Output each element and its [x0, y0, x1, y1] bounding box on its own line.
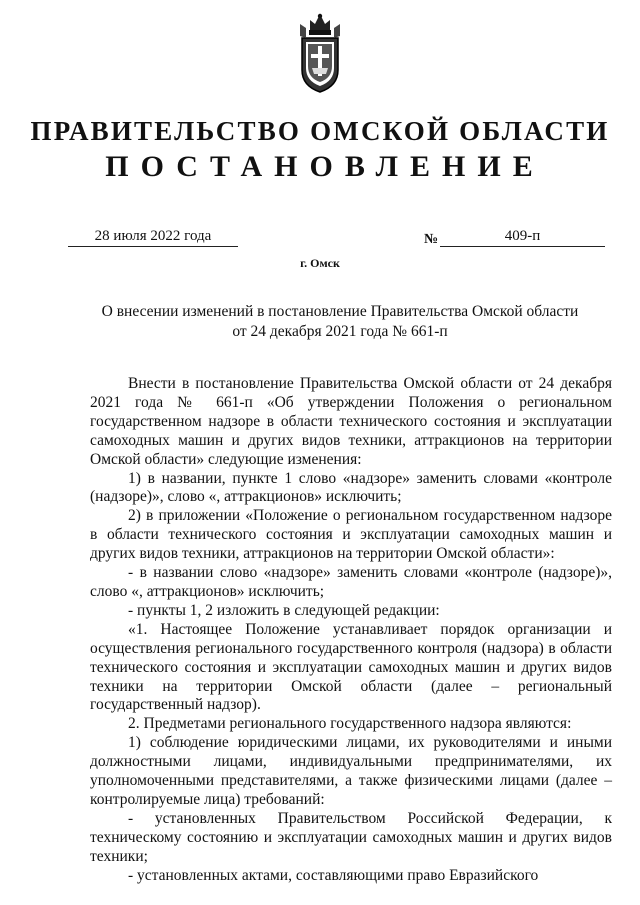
- omsk-coat-of-arms-icon: [296, 10, 344, 94]
- paragraph: 2. Предметами регионального государственного надзора являются:: [128, 715, 572, 733]
- city: г. Омск: [300, 256, 340, 270]
- paragraph: 1) в названии, пункте 1 слово «надзоре» заменить словами «контроле (надзоре)», слово «, аттракционов» исключить;: [90, 469, 612, 506]
- number-label: №: [424, 232, 439, 247]
- title-line: от 24 декабря 2021 года № 661-п: [232, 323, 448, 340]
- paragraph: «1. Настоящее Положение устанавливает порядок организации и осуществления регионального государственного контроля (надзора) в области технического состояния и эксплуатации самоходных машин и других видов техники на территории Омской области (далее – региональный государственный надзор).: [90, 620, 612, 714]
- paragraph: 1) соблюдение юридическими лицами, их руководителями и иными должностными лицами, индивидуальными предпринимателями, их уполномоченными представителями, а также физическими лицами (далее – контролируемые лица) требований:: [90, 734, 612, 808]
- document-number: 409-п: [440, 228, 605, 247]
- document-date: 28 июля 2022 года: [68, 228, 238, 247]
- organization-name: ПРАВИТЕЛЬСТВО ОМСКОЙ ОБЛАСТИ: [30, 116, 610, 146]
- title-line: О внесении изменений в постановление Правительства Омской области: [101, 303, 579, 320]
- paragraph: 2) в приложении «Положение о региональном государственном надзоре в области технического состояния и эксплуатации самоходных машин и других видов техники, аттракционов на территории Омской области»:: [90, 507, 612, 563]
- paragraph: Внести в постановление Правительства Омской области от 24 декабря 2021 года № 661-п «Об утверждении Положения о региональном государственном надзоре в области технического состояния и эксплуатации самоходных машин и других видов техники, аттракционов на территории Омской области» следующие изменения:: [90, 375, 612, 468]
- paragraph: - пункты 1, 2 изложить в следующей редакции:: [128, 601, 440, 619]
- paragraph: - установленных актами, составляющими право Евразийского: [128, 866, 539, 884]
- document-type: ПОСТАНОВЛЕНИЕ: [105, 150, 545, 183]
- paragraph: - в названии слово «надзоре» заменить словами «контроле (надзоре)», слово «, аттракционов» исключить;: [90, 564, 612, 600]
- document-body: [90, 375, 612, 885]
- document-title: [80, 302, 600, 342]
- paragraph: - установленных Правительством Российской Федерации, к техническому состоянию и эксплуатации самоходных машин и других видов техники;: [90, 809, 612, 865]
